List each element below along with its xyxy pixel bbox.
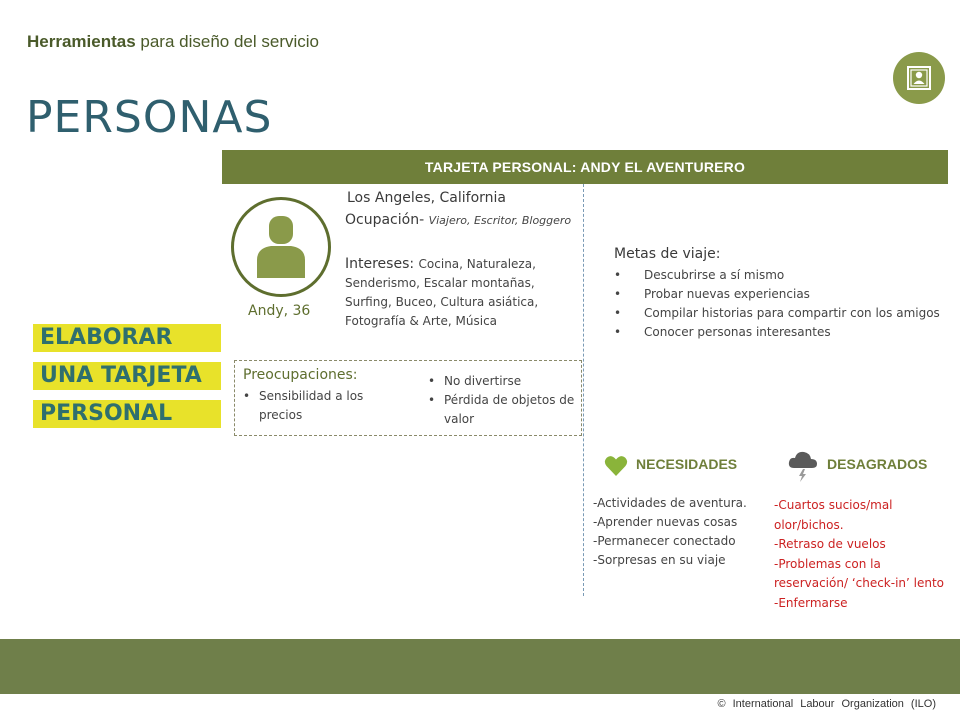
vertical-divider [583,184,584,596]
goals-list [614,266,949,342]
list-item: -Permanecer conectado [593,534,736,548]
list-item: -Enfermarse [774,595,848,610]
copyright: © International Labour Organization (ILO) [717,698,936,710]
section-subtitle [27,32,319,52]
heart-icon [604,455,628,481]
persona-card-banner: TARJETA PERSONAL: ANDY EL AVENTURERO [222,150,948,184]
subtitle-bold: Herramientas [27,32,136,51]
footer-band [0,639,960,694]
page-title: PERSONAS [26,92,273,143]
persona-location: Los Angeles, California [347,190,506,206]
persona-card-icon [893,52,945,104]
concerns-list-right [428,372,578,429]
needs-list [593,494,778,570]
list-item: • Compilar historias para compartir con los amigos [614,304,949,323]
storm-cloud-icon [788,448,818,486]
list-item: • Descubrirse a sí mismo [614,266,949,285]
list-item: -Retraso de vuelos [774,537,886,551]
concerns-list-left [243,387,403,425]
occupation-value: Viajero, Escritor, Bloggero [428,214,572,227]
list-item: -Actividades de aventura. [593,496,747,510]
person-silhouette-icon [251,212,311,282]
list-item: • Pérdida de objetos de valor [428,391,578,429]
persona-occupation [345,211,585,230]
list-item: -Cuartos sucios/mal olor/bichos. [774,498,893,532]
list-item: -Problemas con la reservación/ ‘check-in’ lento [774,556,945,590]
interests-label: Intereses: [345,256,419,272]
elaborar-line-2: UNA TARJETA [33,362,221,390]
elaborar-line-3: PERSONAL [33,400,221,428]
persona-name-age: Andy, 36 [248,303,311,319]
goals-title: Metas de viaje: [614,246,721,262]
list-item: -Aprender nuevas cosas [593,515,738,529]
persona-interests [345,255,585,331]
list-item: • Probar nuevas experiencias [614,285,949,304]
dislikes-label: DESAGRADOS [827,456,928,472]
needs-label: NECESIDADES [636,456,738,472]
elaborar-line-1: ELABORAR [33,324,221,352]
subtitle-rest: para diseño del servicio [135,32,319,51]
concerns-title: Preocupaciones: [243,367,358,383]
dislikes-list [774,496,954,613]
list-item: -Sorpresas en su viaje [593,553,726,567]
list-item: • No divertirse [428,372,578,391]
occupation-label: Ocupación- [345,212,429,228]
list-item: • Conocer personas interesantes [614,323,949,342]
avatar [231,197,331,297]
list-item: • Sensibilidad a los precios [243,387,403,425]
interests-value: Cocina, Naturaleza, Senderismo, Escalar montañas, Surfing, Buceo, Cultura asiática, Fotografía & Arte, Música [345,257,539,328]
